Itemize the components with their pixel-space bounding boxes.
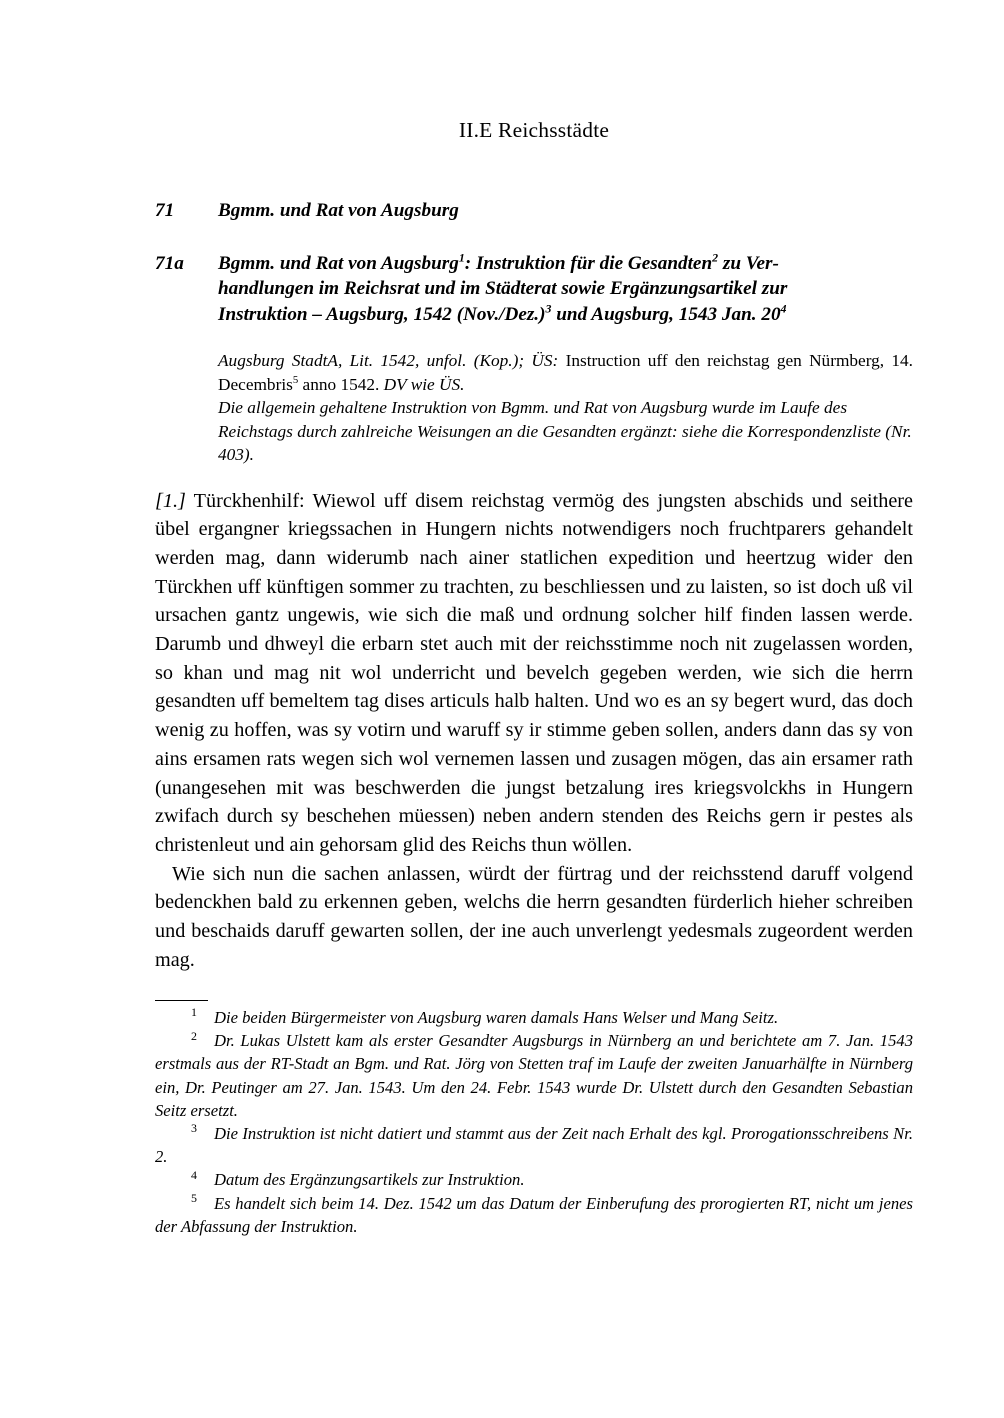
body-paragraph-2: Wie sich nun die sachen anlassen, würdt der fürtrag und der reichsstend daruff volgend bedenckhen bald zu erkennen geben, welchs die herrn gesandten fürderlich hieher schreiben und beschaids daruff gewarten sollen, der ine auch unverlengt yedesmals zugeordent werden mag. [155,862,913,971]
footnote-number: 5 [191,1191,197,1206]
footnote-item [155,1006,913,1029]
running-head: II.E Reichsstädte [458,118,610,142]
source-block [155,349,913,467]
source-citation-line [218,349,913,396]
footnote-text: Es handelt sich beim 14. Dez. 1542 um das Datum der Einberufung des prorogierten RT, nicht um jenes der Abfassung der Instruktion. [155,1193,913,1236]
footnote-ref-4: 4 [780,301,787,316]
footnote-ref-1: 1 [458,250,465,265]
footnote-area [155,1000,913,1238]
dv-note: DV wie ÜS. [383,374,465,394]
section-heading-71 [155,198,913,224]
section-heading-71a [155,251,913,328]
footnote-number: 3 [191,1121,197,1136]
title-71a-part-c: zu Ver- [718,252,779,274]
footnote-item [155,1192,913,1238]
footnote-ref-2: 2 [712,250,719,265]
footnote-ref-3: 3 [545,301,552,316]
section-title-71a-line1 [218,251,913,277]
footnote-text: Die Instruktion ist nicht datiert und stammt aus der Zeit nach Erhalt des kgl. Prorogationsschreibens Nr. 2. [155,1124,913,1167]
footnote-separator-rule [155,1000,208,1001]
title-71a-part-b: : Instruktion für die Gesandten [464,252,713,274]
footnote-item [155,1168,913,1191]
footnote-ref-5: 5 [292,373,299,386]
section-title-71a-line3 [218,302,913,328]
incipit-text-b: anno 1542. [298,374,384,394]
footnote-number: 1 [191,1005,197,1020]
body-paragraph-1-text: Türckhenhilf: Wiewol uff disem reichstag vermög des jungsten abschids und seithere übel ergangner kriegssachen in Hungern nichts notwendigers noch fruchtparers gehandelt werden mag, dann widerumb nach ainer statlichen expedition und heertzug wider den Türckhen uff künftigen sommer zu trachten, zu beschliessen und zu laisten, so ist doch uß vil ursachen gantz ungewis, wie sich die maß und ordnung solcher hilf finden lassen werde. Darumb und dhweyl die erbarn stet auch mit der reichsstimme noch nit zugelassen worden, so khan und mag nit wol underricht und bevelch gegeben werden, wie sich die herrn gesandten uff bemeltem tag dises articuls halb halten. Und wo es an sy begert wurd, das doch wenig zu hoffen, was sy votirn und waruff sy ir stimme geben sollen, anders dann das sy von ains ersamen rats wegen sich wol vernemen lassen und zusagen mögen, das ain ersamer rath (unangesehen mit was beschwerden die jungst betzalung ires kriegsvolckhs in Hungern zwifach durch sy beschehen müessen) neben andern stenden des Reichs gern ir pestes als christenleut und ain gehorsam glid des Reichs thun wöllen. [155,489,913,856]
title-71a-part-e: und Augsburg, 1543 Jan. 20 [551,303,781,325]
footnote-text: Dr. Lukas Ulstett kam als erster Gesandter Augsburgs in Nürnberg an und berichtete am 7. Jan. 1543 erstmals aus der RT-Stadt an Bgm. und Rat. Jörg von Stetten traf im Laufe der zweiten Januarhälfte in Nürnberg ein, Dr. Peutinger am 27. Jan. 1543. Um den 24. Febr. 1543 wurde Dr. Ulstett durch den Gesandten Sebastian Seitz ersetzt. [155,1031,913,1120]
page-content [155,198,913,974]
incipit-text-a: Instruction uff den reichstag gen Nürmberg, 14. Decembris [218,351,913,394]
body-text [155,487,913,975]
section-number-71: 71 [155,200,175,221]
footnote-item [155,1122,913,1168]
body-paragraph-1 [155,487,913,860]
paragraph-marker-1: [1.] [155,489,186,512]
section-title-71: Bgmm. und Rat von Augsburg [218,200,459,221]
title-71a-part-a: Bgmm. und Rat von Augsburg [218,252,459,274]
section-title-71a-line2: handlungen im Reichsrat und im Städterat sowie Ergänzungsartikel zur [218,278,788,299]
section-number-71a: 71a [155,252,184,274]
footnote-item [155,1029,913,1122]
title-71a-part-d: Instruktion – Augsburg, 1542 (Nov./Dez.) [218,303,546,325]
footnote-text: Die beiden Bürgermeister von Augsburg waren damals Hans Welser und Mang Seitz. [213,1008,779,1027]
source-description: Die allgemein gehaltene Instruktion von Bgmm. und Rat von Augsburg wurde im Laufe des Reichstags durch zahlreiche Weisungen an die Gesandten ergänzt: siehe die Korrespondenzliste (Nr. 403). [218,398,912,464]
footnote-text: Datum des Ergänzungsartikels zur Instruktion. [213,1170,525,1190]
footnote-number: 4 [191,1167,197,1182]
archive-signature: Augsburg StadtA, Lit. 1542, unfol. (Kop.); ÜS: [218,351,559,370]
footnote-number: 2 [191,1028,197,1043]
